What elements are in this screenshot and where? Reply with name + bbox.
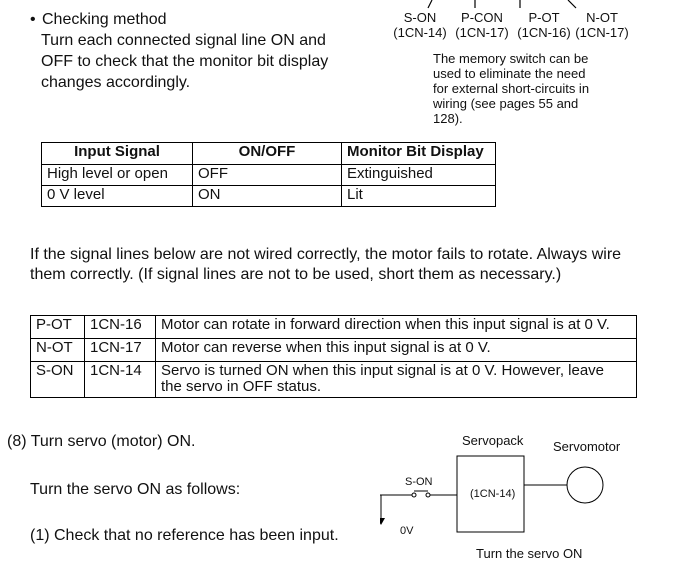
table-header-row	[42, 143, 496, 165]
pin-p-ot-name: P-OT	[528, 10, 560, 25]
diagram-caption: Turn the servo ON	[476, 546, 583, 561]
signal-name: S-ON	[31, 362, 85, 398]
pin-connector-lines	[390, 0, 650, 10]
pin-n-ot	[573, 10, 631, 40]
table-cell: High level or open	[42, 165, 193, 186]
pin-p-con-code: (1CN-17)	[455, 25, 509, 40]
step8-title: (8) Turn servo (motor) ON.	[7, 433, 196, 450]
pin-label: (1CN-14)	[470, 488, 516, 500]
table-row	[31, 339, 637, 362]
monitor-bit-table	[41, 142, 496, 207]
table-cell: 0 V level	[42, 186, 193, 207]
memory-note-line: 128).	[433, 111, 463, 126]
servopack-label: Servopack	[462, 433, 524, 448]
signal-table	[30, 315, 637, 398]
memory-note-line: The memory switch can be	[433, 51, 589, 66]
step8-sub1: (1) Check that no reference has been input.	[30, 527, 339, 544]
signal-desc	[156, 362, 637, 398]
pin-s-on-name: S-ON	[403, 10, 437, 25]
pin-n-ot-name: N-OT	[586, 10, 618, 25]
header-input-signal: Input Signal	[42, 143, 193, 165]
signal-desc-line: Servo is turned ON when this input signal is at 0 V. However, leave	[161, 362, 605, 379]
switch-label: S-ON	[405, 476, 433, 488]
signal-name: N-OT	[31, 339, 85, 362]
memory-note-line: wiring (see pages 55 and	[433, 96, 579, 111]
memory-note-line: for external short-circuits in	[433, 81, 590, 96]
pin-p-con-name: P-CON	[461, 10, 503, 25]
warning-line-2: them correctly. (If signal lines are not to be used, short them as necessary.)	[30, 266, 562, 283]
table-row	[31, 362, 637, 398]
pin-n-ot-code: (1CN-17)	[575, 25, 629, 40]
signal-desc-line: Motor can rotate in forward direction when this input signal is at 0 V.	[161, 316, 610, 333]
switch-contact-left	[412, 493, 416, 497]
signal-desc	[156, 339, 637, 362]
signal-pin: 1CN-14	[85, 362, 156, 398]
table-row	[31, 316, 637, 339]
signal-desc-line: the servo in OFF status.	[161, 378, 322, 395]
table-cell: Extinguished	[342, 165, 496, 186]
checking-heading: Checking method	[42, 11, 167, 28]
checking-line-3: changes accordingly.	[41, 74, 191, 91]
table-row	[42, 186, 496, 207]
bullet: •	[30, 11, 36, 28]
signal-desc	[156, 316, 637, 339]
table-row	[42, 165, 496, 186]
switch-contact-right	[426, 493, 430, 497]
table-cell: ON	[193, 186, 342, 207]
step8-intro: Turn the servo ON as follows:	[30, 481, 241, 498]
pin-s-on	[391, 10, 449, 40]
header-monitor-bit-display: Monitor Bit Display	[342, 143, 496, 165]
warning-line-1: If the signal lines below are not wired correctly, the motor fails to rotate. Always wire	[30, 246, 622, 263]
table-cell: Lit	[342, 186, 496, 207]
ground-label: 0V	[400, 525, 414, 537]
pin-s-on-code: (1CN-14)	[393, 25, 447, 40]
signal-name: P-OT	[31, 316, 85, 339]
pin-p-ot	[515, 10, 573, 40]
ground-arrow-icon	[380, 518, 385, 525]
checking-line-1: Turn each connected signal line ON and	[41, 32, 326, 49]
signal-desc-line: Motor can reverse when this input signal is at 0 V.	[161, 339, 491, 356]
table-cell: OFF	[193, 165, 342, 186]
pin-p-ot-code: (1CN-16)	[517, 25, 571, 40]
memory-note	[433, 51, 589, 126]
signal-pin: 1CN-17	[85, 339, 156, 362]
memory-note-line: used to eliminate the need	[433, 66, 586, 81]
signal-pin: 1CN-16	[85, 316, 156, 339]
checking-line-2: OFF to check that the monitor bit display	[41, 53, 329, 70]
servomotor-circle	[567, 467, 603, 503]
header-on-off: ON/OFF	[193, 143, 342, 165]
pin-p-con	[453, 10, 511, 40]
servomotor-label: Servomotor	[553, 439, 621, 454]
